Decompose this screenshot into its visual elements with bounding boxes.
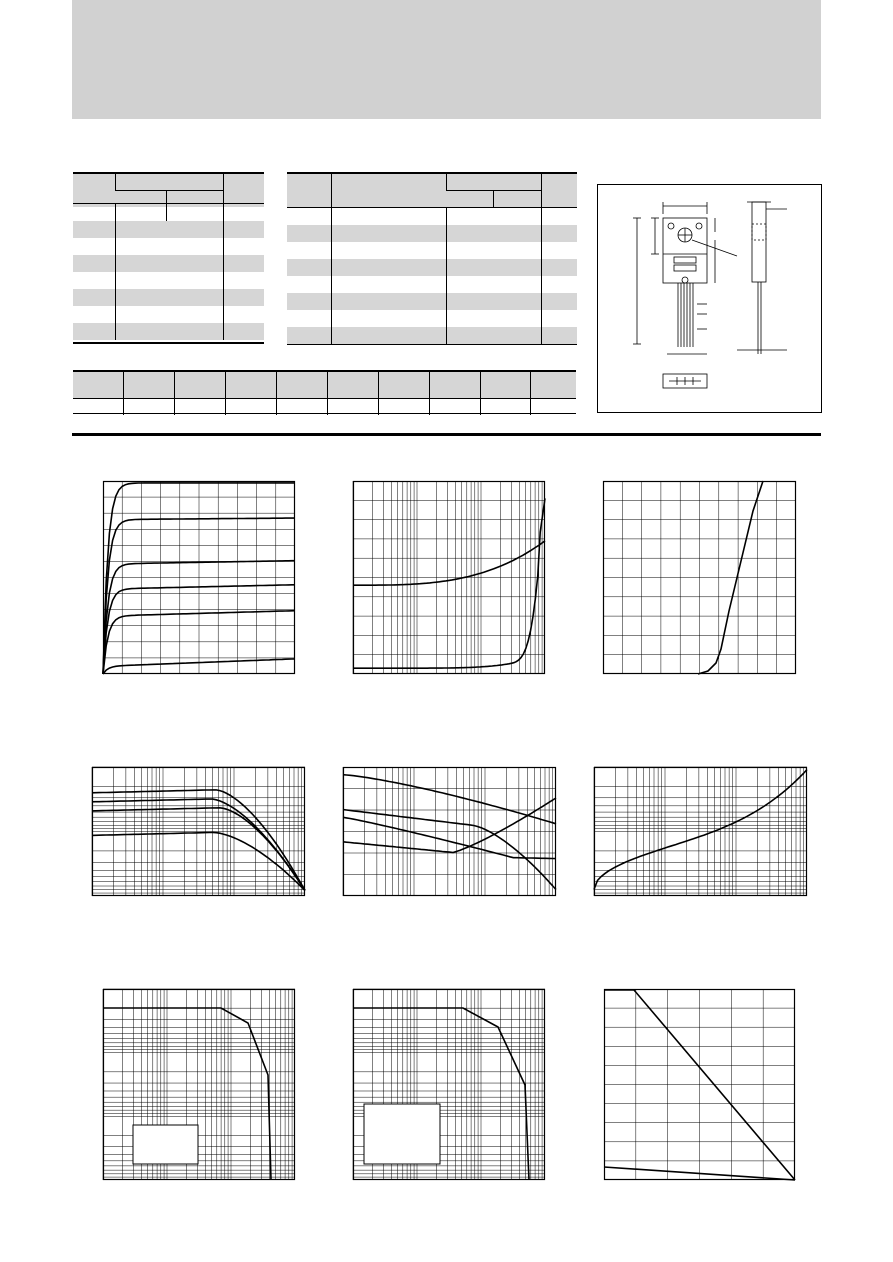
- graph-2-series-1: [353, 541, 545, 585]
- middle-table-body: [287, 208, 577, 344]
- graph-5-series-3: [343, 798, 556, 853]
- graph-2: [353, 481, 545, 674]
- plot-frame: [104, 990, 295, 1180]
- graph-4: [92, 767, 305, 896]
- graph-5-series-1: [343, 775, 556, 824]
- graph-3: [603, 481, 796, 674]
- graph-8: [353, 989, 545, 1180]
- graph-6-series-1: [594, 770, 807, 890]
- graph-4-series-3: [92, 808, 305, 891]
- left-table-body: [73, 204, 264, 340]
- section-divider: [72, 433, 821, 436]
- graph-2-series-2: [353, 498, 545, 668]
- graph-9: [604, 989, 795, 1180]
- header-band: [72, 0, 821, 119]
- graph-7-legend-box: [133, 1125, 198, 1164]
- graph-5: [343, 767, 556, 896]
- graph-7: [103, 989, 295, 1180]
- graph-8-legend-box: [364, 1104, 440, 1164]
- package-outline-drawing: [597, 184, 822, 413]
- graph-6: [594, 767, 807, 896]
- graph-5-series-4: [343, 810, 556, 890]
- graph-1: [103, 481, 295, 674]
- graph-4-series-1: [92, 790, 305, 891]
